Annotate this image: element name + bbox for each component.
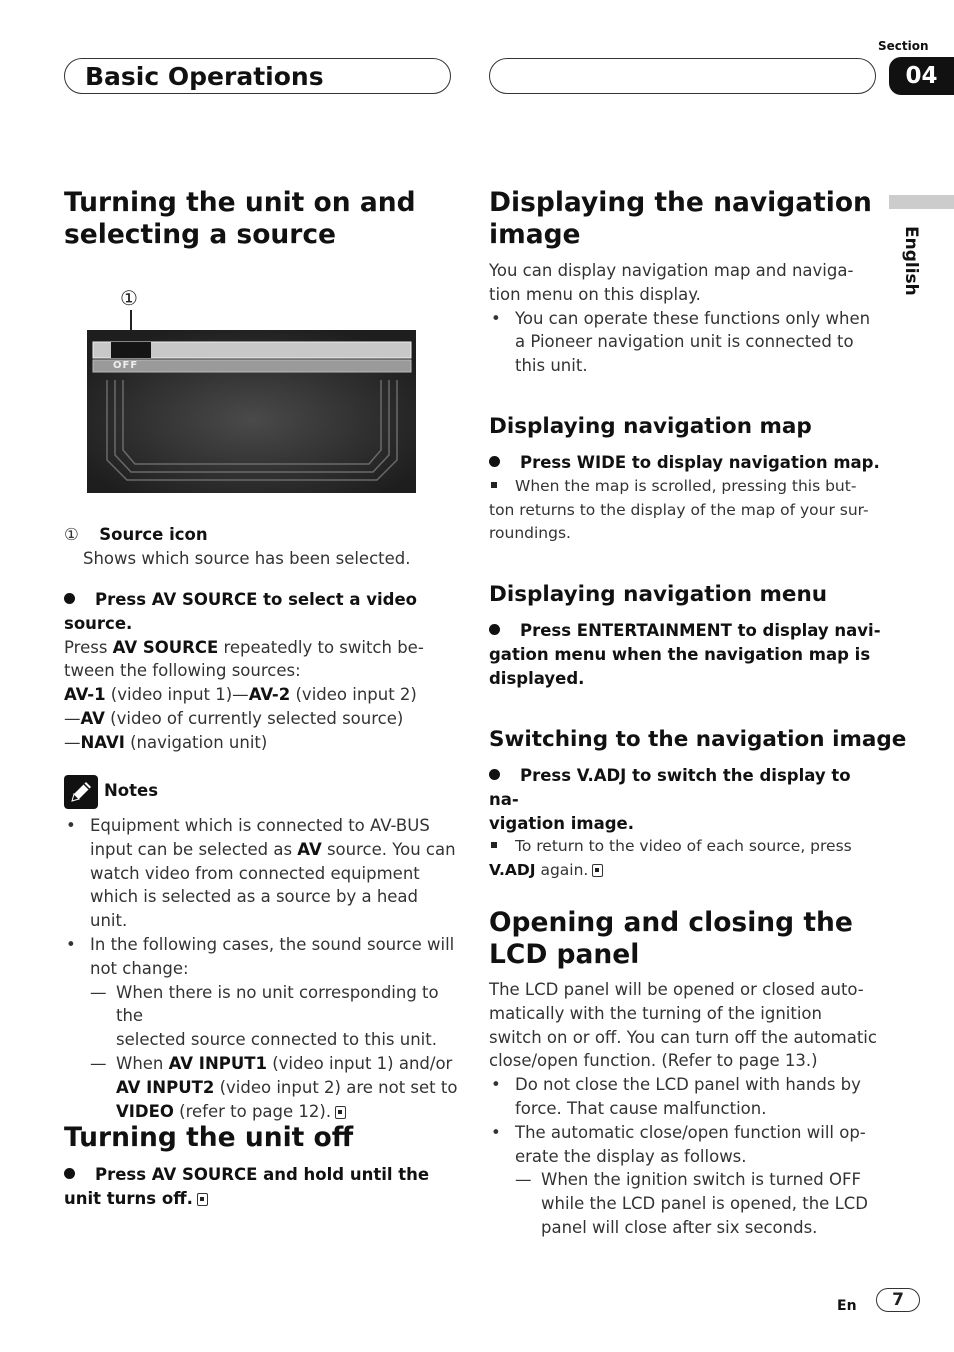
nav-map-body: Press WIDE to display navigation map. When the map is scrolled, pressing this but- ton returns to the display of the map of your sur- roundings.: [489, 451, 884, 546]
display-screen-figure: [87, 330, 416, 493]
notes-title: Notes: [104, 781, 159, 800]
note-item: • Equipment which is connected to AV-BUS input can be selected as AV source. You can watch video from connected equipment which is selected as a source by a head unit.: [66, 816, 456, 931]
heading-nav-map: Displaying navigation map: [489, 414, 812, 439]
heading-switch-nav: Switching to the navigation image: [489, 727, 907, 752]
chapter-header: [64, 58, 451, 94]
note-subitem: — When there is no unit corresponding to the selected source connected to this unit.: [90, 982, 439, 1050]
language-tab: [889, 195, 954, 209]
nav-menu-step: Press ENTERTAINMENT to display navi- gation menu when the navigation map is displayed.: [489, 621, 881, 688]
step-bullet: [64, 593, 75, 604]
end-mark-icon: [335, 1106, 346, 1119]
heading-turning-off: Turning the unit off: [64, 1122, 354, 1153]
header-blank-pill: [489, 58, 876, 94]
note-square-icon: [491, 482, 497, 488]
nav-map-note: When the map is scrolled, pressing this but-: [489, 475, 884, 499]
end-mark-icon: [197, 1193, 208, 1206]
section-switch-nav: [489, 727, 906, 753]
step-turn-off: Press AV SOURCE and hold until the unit turns off.: [64, 1165, 430, 1208]
chapter-title: Basic Operations: [85, 62, 324, 91]
heading-turning-on: Turning the unit on and selecting a source: [64, 187, 416, 250]
notes-pencil-icon: [64, 775, 98, 809]
caption-text: Shows which source has been selected.: [83, 548, 411, 568]
nav-image-bullet: • You can operate these functions only when a Pioneer navigation unit is connected to this unit.: [491, 308, 871, 376]
switch-nav-note-cont: V.ADJ again.: [489, 859, 884, 883]
heading-nav-image: Displaying the navigation image: [489, 187, 872, 250]
section-number: 04: [889, 57, 954, 95]
lcd-bullet: • The automatic close/open function will op- erate the display as follows. — When the ignition switch is turned OFF while the LCD panel is opened, the LCD panel will close after six seconds.: [489, 1121, 884, 1240]
lcd-subitem: — When the ignition switch is turned OFF while the LCD panel is opened, the LCD panel will close after six seconds.: [515, 1170, 868, 1237]
step-bullet: [489, 624, 500, 635]
section-lcd: [489, 907, 884, 971]
section-turning-on: [64, 187, 464, 251]
figure-callout: ①: [120, 286, 138, 310]
step-bullet: [489, 769, 500, 780]
display-screen-graphic: [87, 330, 416, 493]
language-label: English: [901, 226, 921, 296]
step-select-source: Press AV SOURCE to select a video source. Press AV SOURCE repeatedly to switch be- tween the following sources: AV-1 (video input 1)—AV-2 (video input 2) —AV (video of currently selected source) —NAVI (navigation unit): [64, 590, 424, 752]
footer-lang-code: En: [837, 1298, 857, 1314]
lcd-bullet: • Do not close the LCD panel with hands by force. That cause malfunction.: [491, 1075, 861, 1118]
section-nav-image: [489, 187, 879, 251]
notes-list: [64, 814, 459, 1123]
nav-map-note-cont: ton returns to the display of the map of your sur- roundings.: [489, 500, 869, 543]
lcd-body: The LCD panel will be opened or closed auto- matically with the turning of the ignition switch on or off. You can turn off the automatic close/open function. (Refer to page 13.) • Do not close the LCD panel with hands by force. That cause malfunction. • The automatic close/open function will op- erate the display as follows. — When the ignition switch is turned OFF while the LCD panel is opened, the LCD panel will close after six seconds.: [489, 978, 884, 1240]
page-number: 7: [876, 1288, 920, 1312]
nav-image-intro: You can display navigation map and naviga- tion menu on this display. • You can operate these functions only when a Pioneer navigation unit is connected to this unit.: [489, 259, 884, 378]
end-mark-icon: [592, 864, 603, 877]
step-bullet: [489, 456, 500, 467]
section-label: Section: [878, 39, 929, 53]
section-nav-menu: [489, 582, 827, 608]
source-icon-label: OFF: [113, 360, 139, 371]
section-turning-off: [64, 1122, 464, 1154]
switch-nav-note: To return to the video of each source, press: [489, 835, 884, 859]
heading-nav-menu: Displaying navigation menu: [489, 582, 828, 607]
heading-lcd: Opening and closing the LCD panel: [489, 907, 853, 970]
step-bullet: [64, 1168, 75, 1179]
switch-nav-body: Press V.ADJ to switch the display to na- vigation image. To return to the video of each source, press V.ADJ again.: [489, 764, 884, 883]
note-item: • In the following cases, the sound source will not change: — When there is no unit corresponding to the selected source connected to this unit. — When AV INPUT1 (video input 1) and/or AV INPUT2 (video input 2) are not set to VIDEO (refer to page 12).: [64, 933, 459, 1123]
note-subitem: — When AV INPUT1 (video input 1) and/or AV INPUT2 (video input 2) are not set to VIDEO (refer to page 12).: [90, 1053, 458, 1121]
caption-number: ①: [64, 525, 79, 544]
caption-title: Source icon: [99, 525, 208, 544]
figure-caption: [64, 523, 464, 571]
note-square-icon: [491, 842, 497, 848]
section-nav-map: [489, 414, 812, 440]
